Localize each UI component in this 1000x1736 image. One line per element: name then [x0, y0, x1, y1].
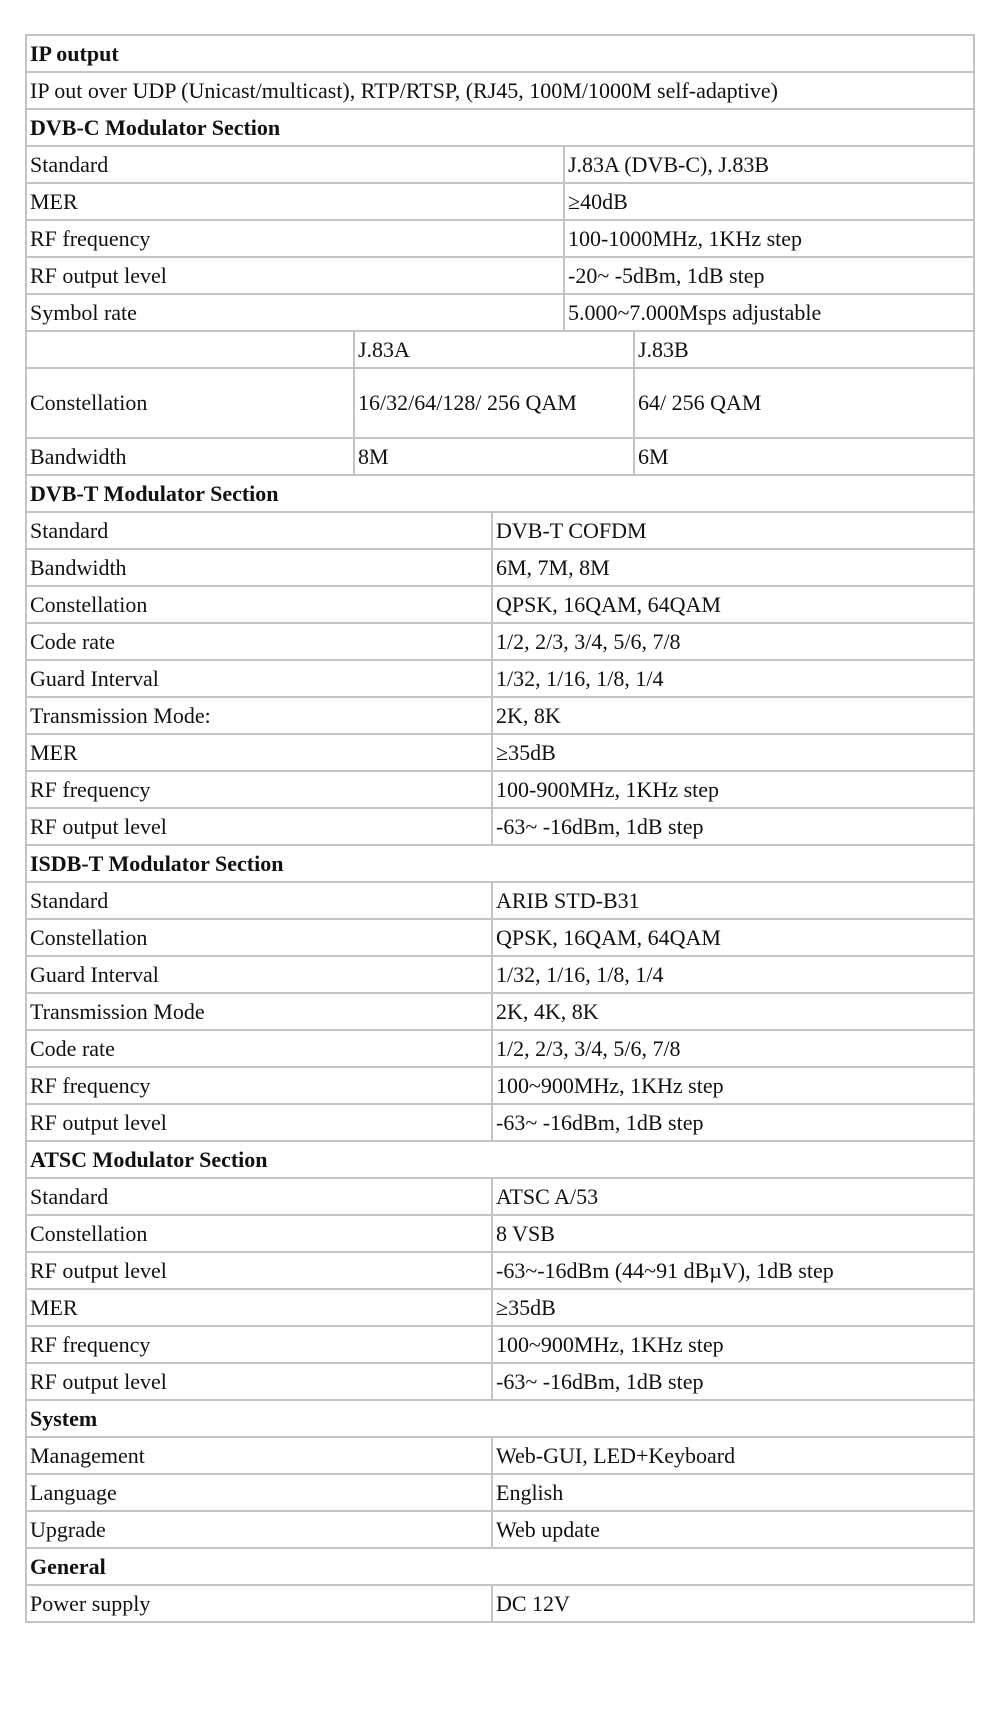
spec-label: RF output level: [26, 1104, 492, 1141]
spec-table: [25, 34, 975, 1623]
spec-value: DVB-T COFDM: [492, 512, 974, 549]
spec-label: RF frequency: [26, 220, 564, 257]
spec-label: Standard: [26, 882, 492, 919]
section-header-isdb-t: [26, 845, 974, 882]
spec-label: RF frequency: [26, 1326, 492, 1363]
spec-label: Constellation: [26, 919, 492, 956]
section-heading: System: [26, 1400, 974, 1437]
table-row: [26, 1215, 974, 1252]
table-row: [26, 660, 974, 697]
table-row: [26, 549, 974, 586]
spec-value: 6M: [634, 438, 974, 475]
spec-label: RF frequency: [26, 771, 492, 808]
table-row: [26, 882, 974, 919]
spec-value: ≥35dB: [492, 1289, 974, 1326]
table-row: [26, 438, 974, 475]
table-row: [26, 808, 974, 845]
section-header-dvb-c: [26, 109, 974, 146]
section-heading: DVB-T Modulator Section: [26, 475, 974, 512]
spec-value: -63~-16dBm (44~91 dBµV), 1dB step: [492, 1252, 974, 1289]
table-row: [26, 1511, 974, 1548]
spec-label: Constellation: [26, 368, 354, 438]
table-row: [26, 1252, 974, 1289]
section-header-ip-output: [26, 35, 974, 72]
table-row: [26, 586, 974, 623]
spec-label: Bandwidth: [26, 549, 492, 586]
table-row: [26, 771, 974, 808]
table-row: [26, 1437, 974, 1474]
table-row: [26, 697, 974, 734]
spec-value: 5.000~7.000Msps adjustable: [564, 294, 974, 331]
table-row: [26, 993, 974, 1030]
table-row: [26, 1326, 974, 1363]
spec-label: MER: [26, 183, 564, 220]
spec-value: 1/2, 2/3, 3/4, 5/6, 7/8: [492, 623, 974, 660]
table-row: [26, 146, 974, 183]
spec-label: Transmission Mode: [26, 993, 492, 1030]
section-heading: ISDB-T Modulator Section: [26, 845, 974, 882]
spec-value: 1/32, 1/16, 1/8, 1/4: [492, 956, 974, 993]
section-heading: IP output: [26, 35, 974, 72]
spec-label: Standard: [26, 146, 564, 183]
table-row: [26, 72, 974, 109]
spec-label: Guard Interval: [26, 956, 492, 993]
table-row: [26, 1363, 974, 1400]
table-row: [26, 1104, 974, 1141]
spec-value: QPSK, 16QAM, 64QAM: [492, 586, 974, 623]
spec-label: Code rate: [26, 623, 492, 660]
spec-value: ≥35dB: [492, 734, 974, 771]
spec-label: Language: [26, 1474, 492, 1511]
spec-label: Code rate: [26, 1030, 492, 1067]
table-row: [26, 368, 974, 438]
section-header-dvb-t: [26, 475, 974, 512]
spec-value: ATSC A/53: [492, 1178, 974, 1215]
spec-value: 1/2, 2/3, 3/4, 5/6, 7/8: [492, 1030, 974, 1067]
table-row: [26, 1178, 974, 1215]
spec-label: RF output level: [26, 1252, 492, 1289]
spec-value: 64/ 256 QAM: [634, 368, 974, 438]
spec-value: 8 VSB: [492, 1215, 974, 1252]
spec-value: 2K, 8K: [492, 697, 974, 734]
table-row: [26, 294, 974, 331]
spec-value: 1/32, 1/16, 1/8, 1/4: [492, 660, 974, 697]
spec-label: Management: [26, 1437, 492, 1474]
table-row: [26, 220, 974, 257]
spec-value: 100~900MHz, 1KHz step: [492, 1067, 974, 1104]
spec-value: 2K, 4K, 8K: [492, 993, 974, 1030]
table-row: [26, 623, 974, 660]
spec-value: J.83A (DVB-C), J.83B: [564, 146, 974, 183]
spec-value: Web-GUI, LED+Keyboard: [492, 1437, 974, 1474]
table-row: [26, 331, 974, 368]
spec-label: MER: [26, 734, 492, 771]
spec-value: ≥40dB: [564, 183, 974, 220]
spec-label: MER: [26, 1289, 492, 1326]
spec-label: Guard Interval: [26, 660, 492, 697]
section-header-general: [26, 1548, 974, 1585]
section-header-atsc: [26, 1141, 974, 1178]
table-row: [26, 1474, 974, 1511]
section-heading: DVB-C Modulator Section: [26, 109, 974, 146]
spec-value: 8M: [354, 438, 634, 475]
section-header-system: [26, 1400, 974, 1437]
spec-value: 6M, 7M, 8M: [492, 549, 974, 586]
spec-value: 100~900MHz, 1KHz step: [492, 1326, 974, 1363]
table-row: [26, 1289, 974, 1326]
table-row: [26, 919, 974, 956]
spec-value: Web update: [492, 1511, 974, 1548]
ip-output-text: IP out over UDP (Unicast/multicast), RTP/RTSP, (RJ45, 100M/1000M self-adaptive): [26, 72, 974, 109]
spec-label: Upgrade: [26, 1511, 492, 1548]
spec-value: 16/32/64/128/ 256 QAM: [354, 368, 634, 438]
spec-label: Standard: [26, 512, 492, 549]
spec-label: Transmission Mode:: [26, 697, 492, 734]
spec-value: -63~ -16dBm, 1dB step: [492, 808, 974, 845]
spec-label: Standard: [26, 1178, 492, 1215]
spec-value: QPSK, 16QAM, 64QAM: [492, 919, 974, 956]
spec-value: -20~ -5dBm, 1dB step: [564, 257, 974, 294]
spec-label: RF output level: [26, 808, 492, 845]
spec-value: English: [492, 1474, 974, 1511]
spec-label: RF frequency: [26, 1067, 492, 1104]
spec-value: 100-900MHz, 1KHz step: [492, 771, 974, 808]
spec-label: Constellation: [26, 586, 492, 623]
table-row: [26, 1067, 974, 1104]
column-header-j83a: J.83A: [354, 331, 634, 368]
table-row: [26, 183, 974, 220]
spec-value: 100-1000MHz, 1KHz step: [564, 220, 974, 257]
spec-value: DC 12V: [492, 1585, 974, 1622]
spec-label: RF output level: [26, 257, 564, 294]
spec-value: -63~ -16dBm, 1dB step: [492, 1363, 974, 1400]
table-row: [26, 512, 974, 549]
table-row: [26, 734, 974, 771]
empty-cell: [26, 331, 354, 368]
spec-label: Bandwidth: [26, 438, 354, 475]
section-heading: General: [26, 1548, 974, 1585]
spec-value: -63~ -16dBm, 1dB step: [492, 1104, 974, 1141]
column-header-j83b: J.83B: [634, 331, 974, 368]
spec-label: Symbol rate: [26, 294, 564, 331]
table-row: [26, 956, 974, 993]
table-row: [26, 257, 974, 294]
spec-label: Power supply: [26, 1585, 492, 1622]
table-row: [26, 1585, 974, 1622]
spec-label: RF output level: [26, 1363, 492, 1400]
spec-value: ARIB STD-B31: [492, 882, 974, 919]
spec-label: Constellation: [26, 1215, 492, 1252]
section-heading: ATSC Modulator Section: [26, 1141, 974, 1178]
table-row: [26, 1030, 974, 1067]
